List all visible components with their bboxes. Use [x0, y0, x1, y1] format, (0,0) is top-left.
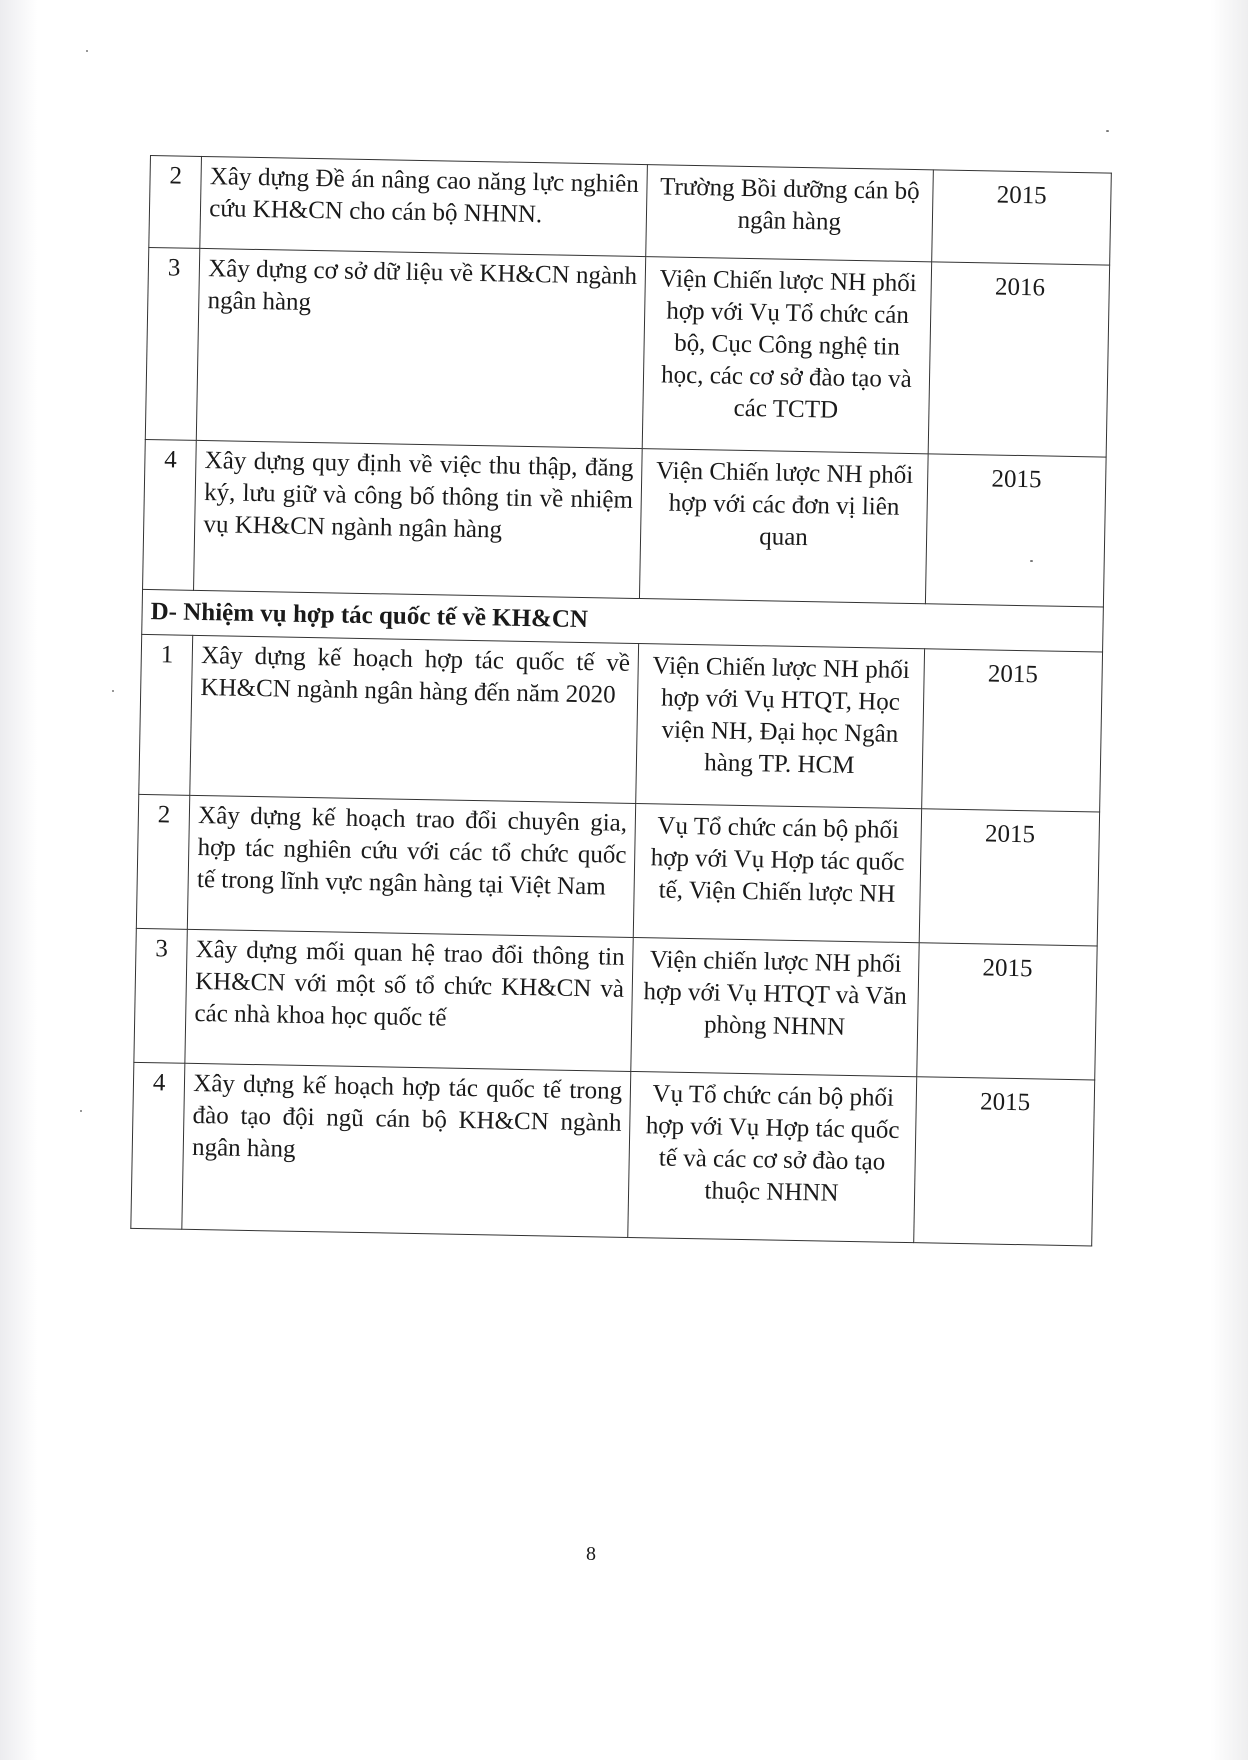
deadline-year: 2016	[928, 262, 1110, 457]
responsible-unit: Viện Chiến lược NH phối hợp với các đơn vị liên quan	[640, 449, 928, 604]
deadline-year: 2015	[921, 649, 1102, 812]
responsible-unit: Viện Chiến lược NH phối hợp với Vụ HTQT, Học viện NH, Đại học Ngân hàng TP. HCM	[636, 644, 924, 809]
row-number: 2	[149, 156, 202, 249]
row-number: 4	[131, 1062, 185, 1229]
deadline-year: 2015	[931, 170, 1111, 265]
task-description: Xây dựng kế hoạch trao đổi chuyên gia, hợp tác nghiên cứu với các tổ chức quốc tế trong lĩnh vực ngân hàng tại Việt Nam	[188, 795, 636, 937]
responsible-unit: Viện Chiến lược NH phối hợp với Vụ Tổ chức cán bộ, Cục Công nghệ tin học, các cơ sở đào tạo và các TCTD	[642, 257, 931, 454]
tasks-table	[130, 155, 1112, 1246]
task-description: Xây dựng cơ sở dữ liệu về KH&CN ngành ngân hàng	[197, 248, 646, 448]
scan-speck	[1030, 560, 1033, 562]
task-description: Xây dựng quy định về việc thu thập, đăng ký, lưu giữ và công bố thông tin về nhiệm vụ KH&CN ngành ngân hàng	[194, 440, 643, 598]
scan-speck	[86, 50, 88, 52]
row-number: 1	[139, 634, 193, 795]
task-description: Xây dựng Đề án nâng cao năng lực nghiên cứu KH&CN cho cán bộ NHNN.	[200, 156, 648, 256]
deadline-year: 2015	[925, 454, 1106, 607]
scan-speck	[80, 1110, 82, 1112]
row-number: 3	[134, 928, 188, 1063]
deadline-year: 2015	[913, 1077, 1094, 1246]
responsible-unit: Viện chiến lược NH phối hợp với Vụ HTQT và Văn phòng NHNN	[631, 937, 919, 1076]
deadline-year: 2015	[919, 809, 1100, 946]
table-row	[145, 247, 1109, 457]
deadline-year: 2015	[916, 943, 1097, 1080]
scan-speck	[1106, 130, 1109, 132]
scan-speck	[112, 690, 114, 692]
table-row	[139, 634, 1103, 812]
responsible-unit: Trường Bồi dưỡng cán bộ ngân hàng	[646, 165, 933, 262]
row-number: 2	[136, 794, 190, 929]
responsible-unit: Vụ Tổ chức cán bộ phối hợp với Vụ Hợp tác quốc tế và các cơ sở đào tạo thuộc NHNN	[628, 1071, 916, 1242]
table-row	[134, 928, 1097, 1080]
row-number: 3	[145, 247, 200, 440]
task-description: Xây dựng kế hoạch hợp tác quốc tế trong đào tạo đội ngũ cán bộ KH&CN ngành ngân hàng	[182, 1063, 631, 1237]
responsible-unit: Vụ Tổ chức cán bộ phối hợp với Vụ Hợp tác quốc tế, Viện Chiến lược NH	[633, 804, 921, 943]
task-description: Xây dựng mối quan hệ trao đổi thông tin KH&CN với một số tổ chức KH&CN và các nhà khoa học quốc tế	[185, 929, 633, 1071]
table-row	[136, 794, 1099, 946]
row-number: 4	[143, 439, 197, 590]
task-description: Xây dựng kế hoạch hợp tác quốc tế về KH&CN ngành ngân hàng đến năm 2020	[190, 635, 639, 803]
table-row	[143, 439, 1107, 607]
table-row	[131, 1062, 1095, 1246]
section-title: D- Nhiệm vụ hợp tác quốc tế về KH&CN	[142, 589, 1104, 652]
page-number: 8	[586, 1543, 596, 1565]
table-row	[149, 156, 1112, 266]
